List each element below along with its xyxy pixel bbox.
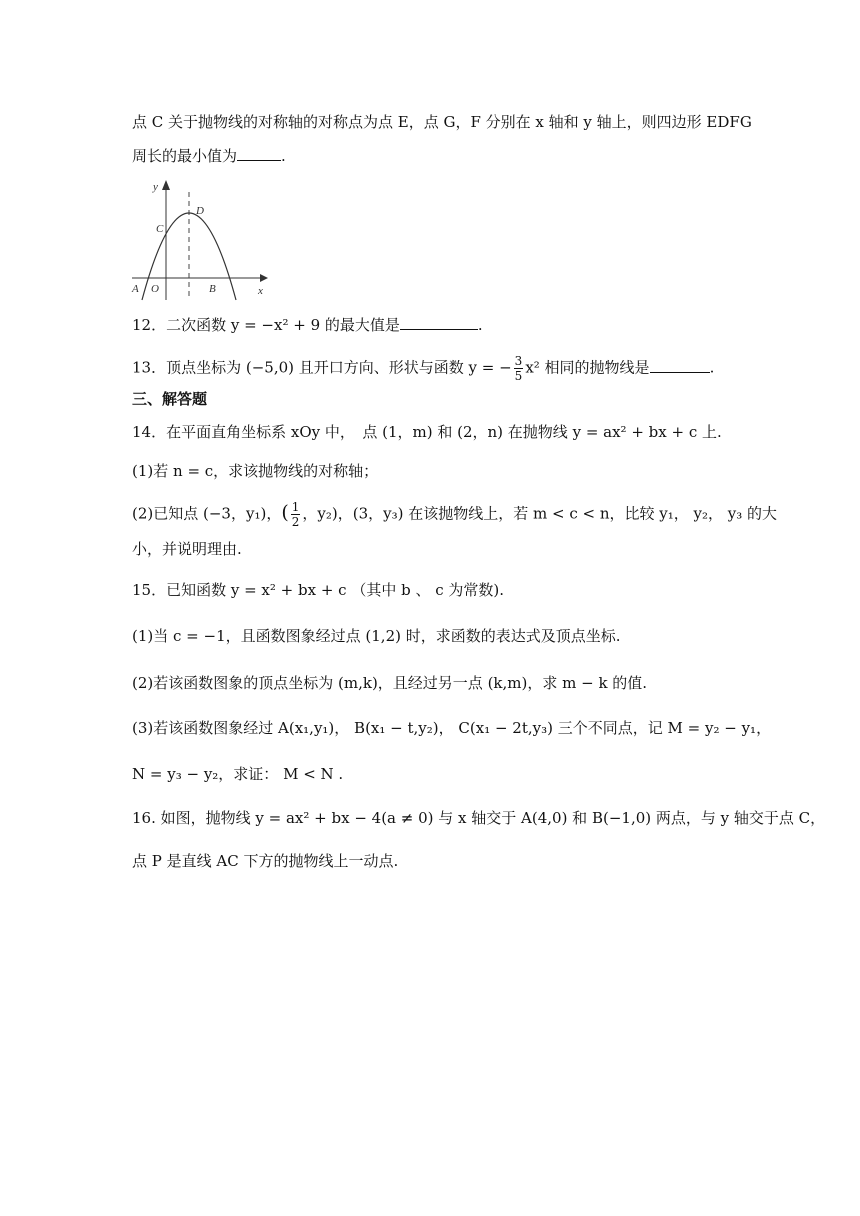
text-line-2-end: .	[281, 147, 286, 165]
y-axis-arrow	[162, 180, 170, 190]
question-12	[132, 315, 483, 335]
question-13-end: .	[709, 358, 715, 377]
question-15-part-2: (2)若该函数图象的顶点坐标为 (m,k)，且经过另一点 (k,m)，求 m − k 的值.	[132, 674, 648, 692]
question-13-text-b: x² 相同的抛物线是	[525, 358, 650, 377]
text-line-1: 点 C 关于抛物线的对称轴的对称点为点 E，点 G，F 分别在 x 轴和 y 轴上，则四边形 EDFG	[132, 113, 752, 131]
question-14-part-2-b: ，y₂)，(3，y₃) 在该抛物线上，若 m < c < n，比较 y₁， y₂， y₃ 的大	[302, 504, 778, 523]
question-14: 14．在平面直角坐标系 xOy 中， 点 (1，m) 和 (2，n) 在抛物线 y = ax² + bx + c 上.	[132, 423, 722, 441]
section-heading-3: 三、解答题	[132, 390, 208, 408]
label-y: y	[153, 181, 158, 193]
question-13-text-a: 13．顶点坐标为 (−5,0) 且开口方向、形状与函数 y = −	[132, 358, 512, 377]
fraction-denominator: 2	[291, 515, 300, 529]
label-B: B	[209, 283, 216, 295]
question-15-part-3-cont: N = y₃ − y₂，求证： M < N .	[132, 765, 344, 783]
answer-blank-13	[650, 358, 710, 373]
paren-open: (	[281, 501, 289, 524]
question-16: 16. 如图，抛物线 y = ax² + bx − 4(a ≠ 0) 与 x 轴交于 A(4,0) 和 B(−1,0) 两点，与 y 轴交于点 C，	[132, 809, 826, 827]
question-14-part-2	[132, 500, 777, 529]
parabola-figure	[128, 178, 268, 302]
label-A: A	[132, 283, 139, 295]
text-line-2	[132, 146, 286, 166]
label-O: O	[151, 283, 159, 295]
label-x: x	[258, 285, 263, 297]
answer-blank-12	[400, 315, 478, 330]
question-14-part-2-a: (2)已知点 (−3，y₁)，	[132, 504, 282, 523]
fraction-denominator: 5	[514, 369, 523, 383]
fraction-numerator: 1	[291, 500, 300, 514]
question-15: 15．已知函数 y = x² + bx + c （其中 b 、 c 为常数).	[132, 581, 505, 599]
question-14-part-1: (1)若 n = c，求该抛物线的对称轴；	[132, 462, 379, 480]
label-C: C	[156, 223, 164, 235]
question-12-text: 12．二次函数 y = −x² + 9 的最大值是	[132, 316, 400, 334]
question-12-end: .	[477, 316, 483, 334]
text-line-2-body: 周长的最小值为	[132, 147, 238, 165]
x-axis-arrow	[260, 274, 268, 282]
question-15-part-3: (3)若该函数图象经过 A(x₁,y₁)， B(x₁ − t,y₂)， C(x₁ − 2t,y₃) 三个不同点，记 M = y₂ − y₁，	[132, 719, 772, 737]
question-15-part-1: (1)当 c = −1，且函数图象经过点 (1,2) 时，求函数的表达式及顶点坐标.	[132, 627, 621, 645]
fraction-1-2	[291, 500, 301, 529]
question-14-part-2-cont: 小，并说明理由.	[132, 540, 242, 558]
fraction-3-5	[514, 354, 524, 383]
question-13	[132, 354, 714, 383]
question-16-cont: 点 P 是直线 AC 下方的抛物线上一动点.	[132, 852, 399, 870]
answer-blank-11	[237, 146, 281, 161]
label-D: D	[196, 205, 204, 217]
fraction-numerator: 3	[514, 354, 523, 368]
